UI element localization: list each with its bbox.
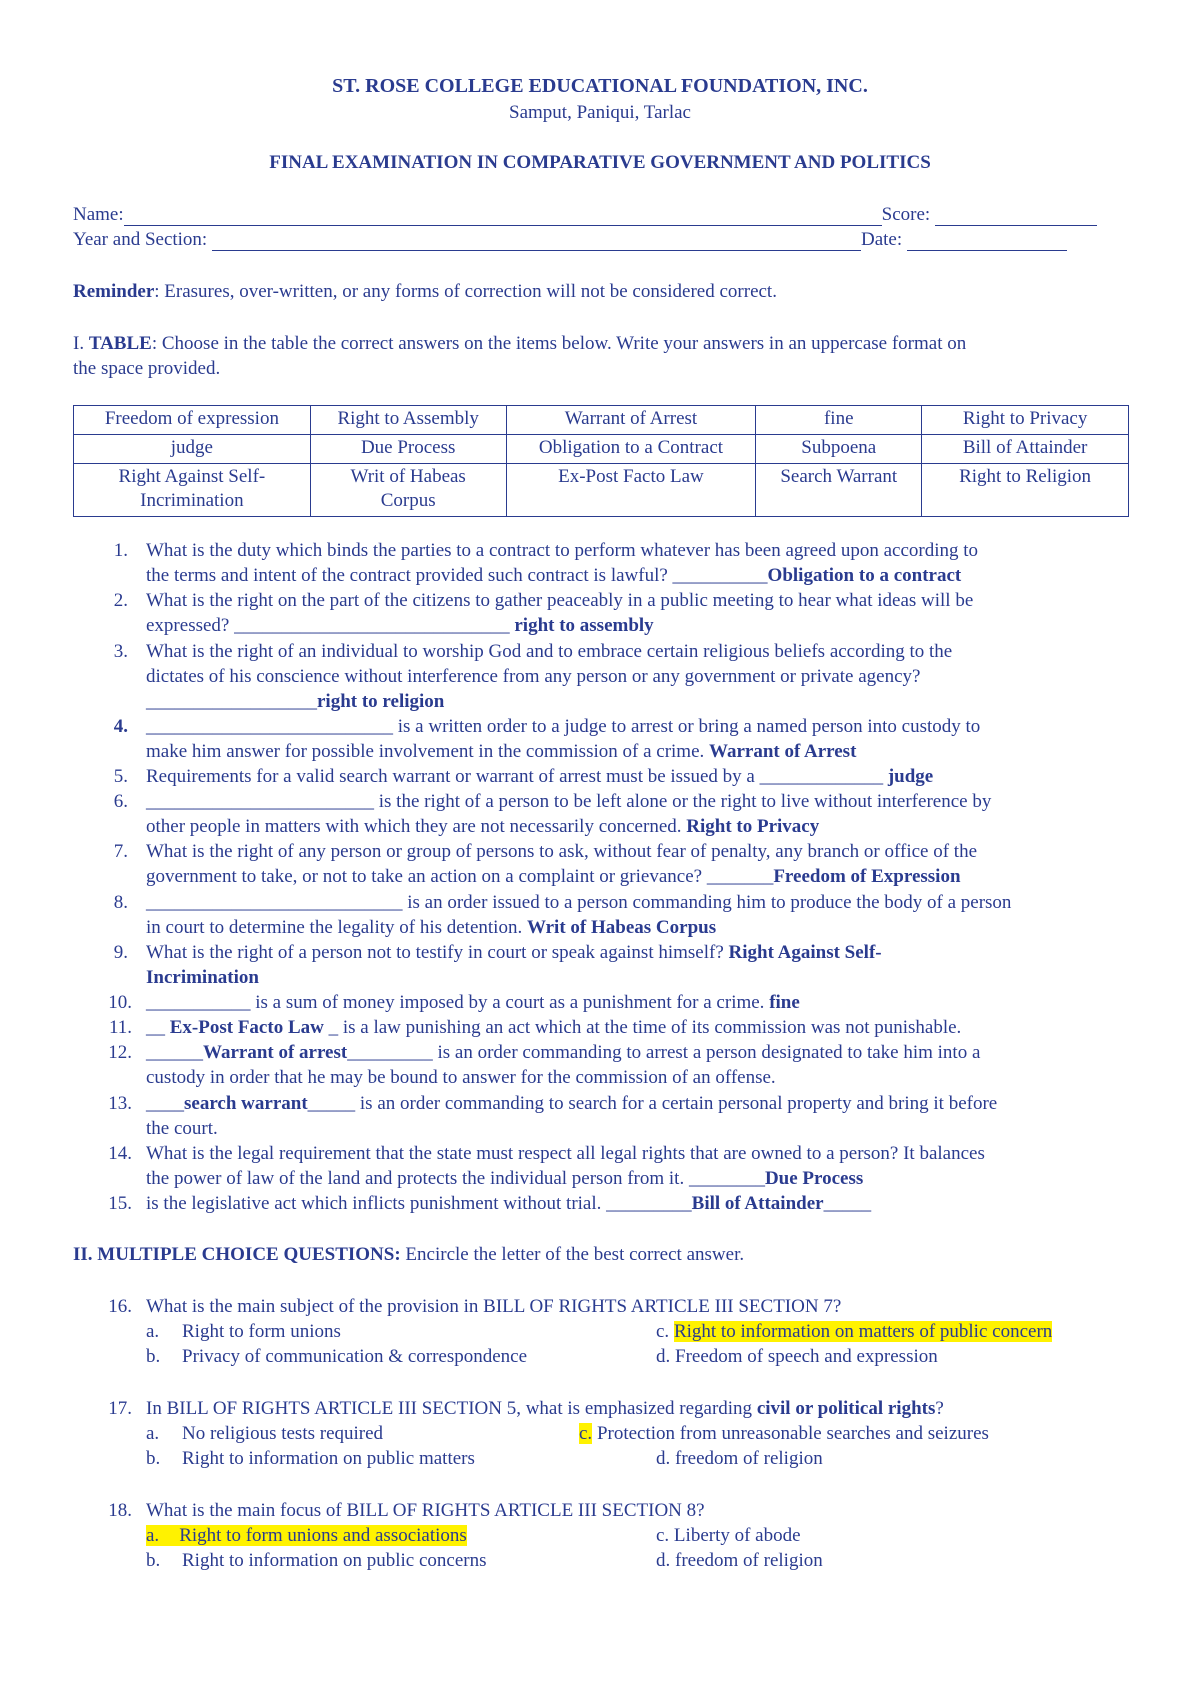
answer: Ex-Post Facto Law	[169, 1017, 324, 1038]
year-section-blank[interactable]	[212, 232, 861, 251]
table-cell: Writ of Habeas Corpus	[310, 464, 506, 517]
answer: right to assembly	[514, 615, 654, 636]
exam-title: FINAL EXAMINATION IN COMPARATIVE GOVERNMENT AND POLITICS	[269, 152, 931, 173]
question-number: 12.	[108, 1042, 132, 1063]
answer: right to religion	[317, 691, 445, 712]
question-text: What is the main subject of the provision in BILL OF RIGHTS ARTICLE III SECTION 7?	[146, 1296, 842, 1317]
answer: Bill of Attainder	[691, 1193, 824, 1214]
score-blank[interactable]	[935, 207, 1097, 226]
question-text: ____search warrant_____ is an order commanding to search for a certain personal property and bring it before	[146, 1093, 998, 1114]
choice-c[interactable]: c. Right to information on matters of public concern	[656, 1321, 1053, 1342]
question-number: 5.	[113, 766, 128, 787]
table-cell: Ex-Post Facto Law	[506, 464, 756, 517]
reminder-text: : Erasures, over-written, or any forms of correction will not be considered correct.	[154, 281, 777, 302]
reminder-label: Reminder	[73, 281, 155, 302]
question-number: 1.	[113, 540, 128, 561]
table-cell: Right Against Self- Incrimination	[74, 464, 311, 517]
name-field[interactable]	[73, 204, 1097, 226]
choice-c[interactable]: c. Liberty of abode	[656, 1525, 801, 1546]
year-section-label: Year and Section:	[73, 229, 208, 250]
question-number: 10.	[108, 992, 132, 1013]
question-text: What is the main focus of BILL OF RIGHTS ARTICLE III SECTION 8?	[146, 1500, 705, 1521]
question-text: is the legislative act which inflicts punishment without trial. _________Bill of Attainder_____	[146, 1193, 872, 1214]
table-cell: judge	[74, 435, 311, 464]
answer: Warrant of arrest	[203, 1042, 348, 1063]
question-text: make him answer for possible involvement in the commission of a crime. Warrant of Arrest	[146, 741, 857, 762]
table-cell: Subpoena	[756, 435, 922, 464]
question-text: expressed? _____________________________ right to assembly	[146, 615, 654, 636]
question-number: 7.	[113, 841, 128, 862]
question-text: in court to determine the legality of his detention. Writ of Habeas Corpus	[146, 917, 717, 938]
table-row	[74, 464, 1129, 517]
question-text: government to take, or not to take an action on a complaint or grievance? _______Freedom of Expression	[146, 866, 961, 887]
answer: Writ of Habeas Corpus	[526, 917, 717, 938]
question-text: ___________________________ is an order issued to a person commanding him to produce the body of a person	[146, 892, 1012, 913]
table-cell: Right to Assembly	[310, 406, 506, 435]
question-number: 13.	[108, 1093, 132, 1114]
question-text: ________________________ is the right of a person to be left alone or the right to live without interference by	[146, 791, 992, 812]
question-text: What is the right on the part of the citizens to gather peaceably in a public meeting to hear what ideas will be	[146, 590, 974, 611]
question-number: 3.	[113, 641, 128, 662]
table-cell: Right to Religion	[922, 464, 1129, 517]
choice-b[interactable]: b. Privacy of communication & correspondence	[146, 1346, 528, 1367]
answer: Incrimination	[146, 967, 259, 988]
year-section-field[interactable]	[73, 229, 1067, 251]
table-cell: Right to Privacy	[922, 406, 1129, 435]
score-label: Score:	[881, 204, 931, 225]
question-text: In BILL OF RIGHTS ARTICLE III SECTION 5, what is emphasized regarding civil or political rights?	[146, 1398, 944, 1419]
question-text: __________________right to religion	[146, 691, 445, 712]
answer: Right Against Self-	[728, 942, 882, 963]
part2-heading: II. MULTIPLE CHOICE QUESTIONS: Encircle the letter of the best correct answer.	[73, 1244, 745, 1265]
question-number: 14.	[108, 1143, 132, 1164]
question-text: dictates of his conscience without interference from any person or any government or private agency?	[146, 666, 921, 687]
choice-d[interactable]: d. Freedom of speech and expression	[656, 1346, 938, 1367]
choice-a[interactable]: a. Right to form unions and associations	[146, 1525, 467, 1546]
answer: Due Process	[764, 1168, 864, 1189]
part2-label: II. MULTIPLE CHOICE QUESTIONS:	[73, 1244, 401, 1265]
question-text: __________________________ is a written order to a judge to arrest or bring a named person into custody to	[146, 716, 981, 737]
date-blank[interactable]	[907, 232, 1067, 251]
question-number: 6.	[113, 791, 128, 812]
answer: Freedom of Expression	[773, 866, 961, 887]
table-cell: Freedom of expression	[74, 406, 311, 435]
name-label: Name:	[73, 204, 124, 225]
answer: Warrant of Arrest	[709, 741, 857, 762]
part1-instructions: I. TABLE: Choose in the table the correct answers on the items below. Write your answers in an uppercase format on	[73, 333, 967, 354]
question-number: 15.	[108, 1193, 132, 1214]
choice-b[interactable]: b. Right to information on public concerns	[146, 1550, 487, 1571]
answer: search warrant	[184, 1093, 308, 1114]
table-cell: Due Process	[310, 435, 506, 464]
table-row	[74, 406, 1129, 435]
choice-b[interactable]: b. Right to information on public matters	[146, 1448, 475, 1469]
question-text: What is the right of any person or group of persons to ask, without fear of penalty, any branch or office of the	[146, 841, 978, 862]
answer: judge	[887, 766, 934, 787]
table-cell: fine	[756, 406, 922, 435]
question-text: ______Warrant of arrest_________ is an order commanding to arrest a person designated to take him into a	[146, 1042, 981, 1063]
institution-address: Samput, Paniqui, Tarlac	[509, 102, 691, 123]
question-text: other people in matters with which they are not necessarily concerned. Right to Privacy	[146, 816, 820, 837]
question-text: custody in order that he may be bound to answer for the commission of an offense.	[146, 1067, 776, 1088]
answer: fine	[769, 992, 800, 1013]
question-text: ___________ is a sum of money imposed by a court as a punishment for a crime. fine	[146, 992, 800, 1013]
question-text: What is the right of an individual to worship God and to embrace certain religious beliefs according to the	[146, 641, 953, 662]
answer: Obligation to a contract	[767, 565, 962, 586]
question-number: 18.	[108, 1500, 132, 1521]
part1-label: TABLE	[88, 333, 152, 354]
question-number: 17.	[108, 1398, 132, 1419]
highlighted-answer: c.	[579, 1423, 593, 1444]
table-row	[74, 435, 1129, 464]
choice-d[interactable]: d. freedom of religion	[656, 1550, 823, 1571]
choice-a[interactable]: a. Right to form unions	[146, 1321, 341, 1342]
table-cell: Bill of Attainder	[922, 435, 1129, 464]
institution-name: ST. ROSE COLLEGE EDUCATIONAL FOUNDATION, INC.	[332, 75, 868, 97]
choice-d[interactable]: d. freedom of religion	[656, 1448, 823, 1469]
question-text: Requirements for a valid search warrant or warrant of arrest must be issued by a _____________ judge	[146, 766, 934, 787]
choice-c[interactable]: c. Protection from unreasonable searches and seizures	[579, 1423, 989, 1444]
question-text: the terms and intent of the contract provided such contract is lawful? __________Obligation to a contract	[146, 565, 962, 586]
question-text: the court.	[146, 1118, 218, 1139]
question-text: the power of law of the land and protects the individual person from it. ________Due Process	[146, 1168, 864, 1189]
question-number: 8.	[113, 892, 128, 913]
question-number: 11.	[108, 1017, 132, 1038]
highlighted-answer: Right to information on matters of public concern	[673, 1321, 1053, 1342]
table-cell: Search Warrant	[756, 464, 922, 517]
question-text: What is the legal requirement that the state must respect all legal rights that are owned to a person? It balances	[146, 1143, 985, 1164]
question-number: 16.	[108, 1296, 132, 1317]
question-text: What is the right of a person not to testify in court or speak against himself? Right Against Self-	[146, 942, 882, 963]
table-cell: Warrant of Arrest	[506, 406, 756, 435]
answer: Right to Privacy	[686, 816, 820, 837]
question-number: 9.	[113, 942, 128, 963]
answer-choices-table	[73, 405, 1129, 517]
question-number: 2.	[113, 590, 128, 611]
question-text: What is the duty which binds the parties to a contract to perform whatever has been agreed upon according to	[146, 540, 979, 561]
date-label: Date:	[860, 229, 903, 250]
choice-a[interactable]: a. No religious tests required	[146, 1423, 384, 1444]
question-number: 4.	[113, 716, 128, 737]
name-blank[interactable]	[124, 207, 882, 226]
part1-instructions-line2: the space provided.	[73, 358, 221, 379]
question-text: __ Ex-Post Facto Law _ is a law punishing an act which at the time of its commission was not punishable.	[146, 1017, 962, 1038]
table-cell: Obligation to a Contract	[506, 435, 756, 464]
reminder	[73, 281, 777, 303]
highlighted-answer: Right to form unions and associations	[179, 1525, 467, 1546]
